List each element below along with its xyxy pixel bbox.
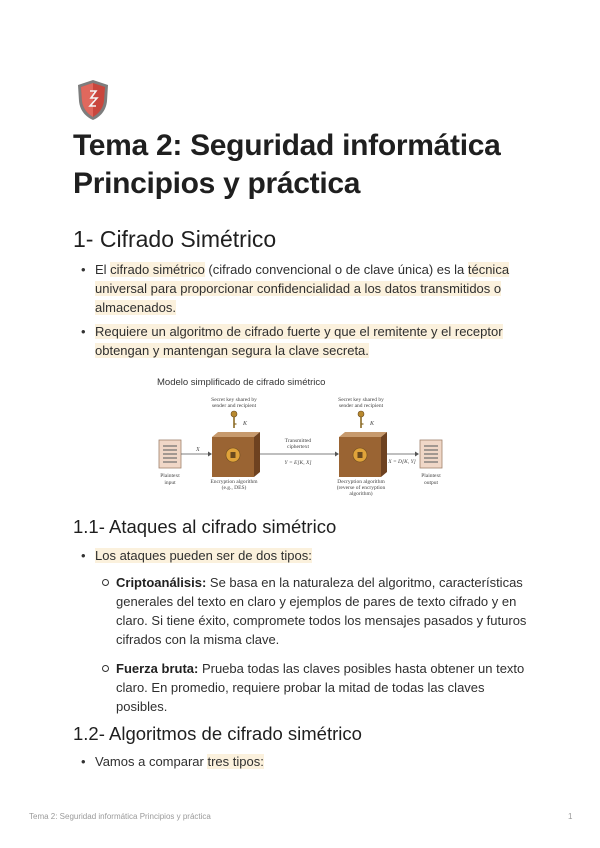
- svg-text:Plaintext: Plaintext: [160, 473, 180, 479]
- svg-text:Transmitted: Transmitted: [284, 438, 312, 444]
- svg-text:(reverse of encryption: (reverse of encryption: [336, 485, 386, 491]
- highlight: tres tipos:: [207, 754, 264, 769]
- highlight: universal para proporcionar confidencialidad a los datos transmitidos o: [95, 281, 502, 296]
- plaintext-input-icon: [159, 440, 181, 468]
- svg-text:X = D[K, Y]: X = D[K, Y]: [388, 459, 416, 465]
- plaintext-output-icon: [420, 440, 442, 468]
- title-line-2: Principios y práctica: [73, 167, 361, 200]
- list-item: Fuerza bruta: Prueba todas las claves posibles hasta obtener un texto claro. En promedio, requiere probar la mitad de todas las claves posibles.: [116, 659, 536, 716]
- section-1-list: [95, 260, 525, 360]
- svg-text:Secret key shared by: Secret key shared by: [338, 397, 384, 403]
- section-1-2-list: [95, 752, 535, 771]
- highlight: técnica: [467, 262, 510, 277]
- footer-title: Tema 2: Seguridad informática Principios y práctica: [29, 812, 211, 821]
- list-item: • Vamos a comparar tres tipos:: [95, 752, 535, 771]
- svg-text:Encryption algorithm: Encryption algorithm: [210, 479, 258, 485]
- symmetric-cipher-diagram: [150, 373, 450, 498]
- svg-text:Plaintext: Plaintext: [421, 473, 441, 479]
- svg-text:Y = E[K, X]: Y = E[K, X]: [284, 460, 312, 466]
- document-title: [73, 127, 501, 203]
- list-item: • El cifrado simétrico (cifrado convencional o de clave única) es la técnica universal para proporcionar confidencialidad a los datos transmitidos o almacenados.: [95, 260, 525, 317]
- section-1-1-heading: 1.1- Ataques al cifrado simétrico: [73, 516, 337, 537]
- section-1-2-heading: 1.2- Algoritmos de cifrado simétrico: [73, 723, 362, 744]
- svg-text:X: X: [196, 447, 200, 453]
- svg-text:(e.g., DES): (e.g., DES): [221, 485, 247, 491]
- decryption-box: [339, 432, 387, 477]
- highlight: obtengan y mantengan segura la clave secreta.: [95, 343, 369, 358]
- key-icon: [231, 411, 237, 428]
- title-line-1: Tema 2: Seguridad informática: [73, 129, 501, 162]
- list-item: [95, 322, 525, 360]
- section-1-1-sublist: [116, 573, 536, 716]
- svg-text:algorithm): algorithm): [349, 491, 373, 497]
- svg-text:input: input: [164, 480, 176, 486]
- encryption-box: [212, 432, 260, 477]
- section-1-1-list: [95, 546, 535, 565]
- highlight: almacenados.: [95, 300, 176, 315]
- svg-text:output: output: [423, 480, 439, 486]
- svg-text:Decryption algorithm: Decryption algorithm: [337, 479, 385, 485]
- svg-text:K: K: [370, 421, 375, 427]
- highlight: Los ataques pueden ser de dos tipos:: [95, 548, 312, 563]
- page-number: 1: [568, 812, 573, 821]
- section-1-heading: 1- Cifrado Simétrico: [73, 226, 277, 252]
- svg-text:ciphertext: ciphertext: [287, 444, 309, 450]
- highlight: Requiere un algoritmo de cifrado fuerte y que el remitente y el receptor: [95, 324, 503, 339]
- list-item: [95, 546, 535, 565]
- key-icon: [358, 411, 364, 428]
- figure-caption: Modelo simplificado de cifrado simétrico: [157, 377, 326, 388]
- svg-text:sender and recipient: sender and recipient: [211, 403, 257, 409]
- svg-text:K: K: [243, 421, 248, 427]
- svg-text:Secret key shared by: Secret key shared by: [211, 397, 257, 403]
- list-item: Criptoanálisis: Se basa en la naturaleza del algoritmo, características generales del texto en claro y ejemplos de pares de texto cifrado y en claro. Si tiene éxito, compromete todos los mensajes pasados y futuros cifrados con la misma clave.: [116, 573, 536, 649]
- shield-logo-icon: [76, 79, 110, 121]
- highlight: cifrado simétrico: [110, 262, 205, 277]
- svg-text:sender and recipient: sender and recipient: [338, 403, 384, 409]
